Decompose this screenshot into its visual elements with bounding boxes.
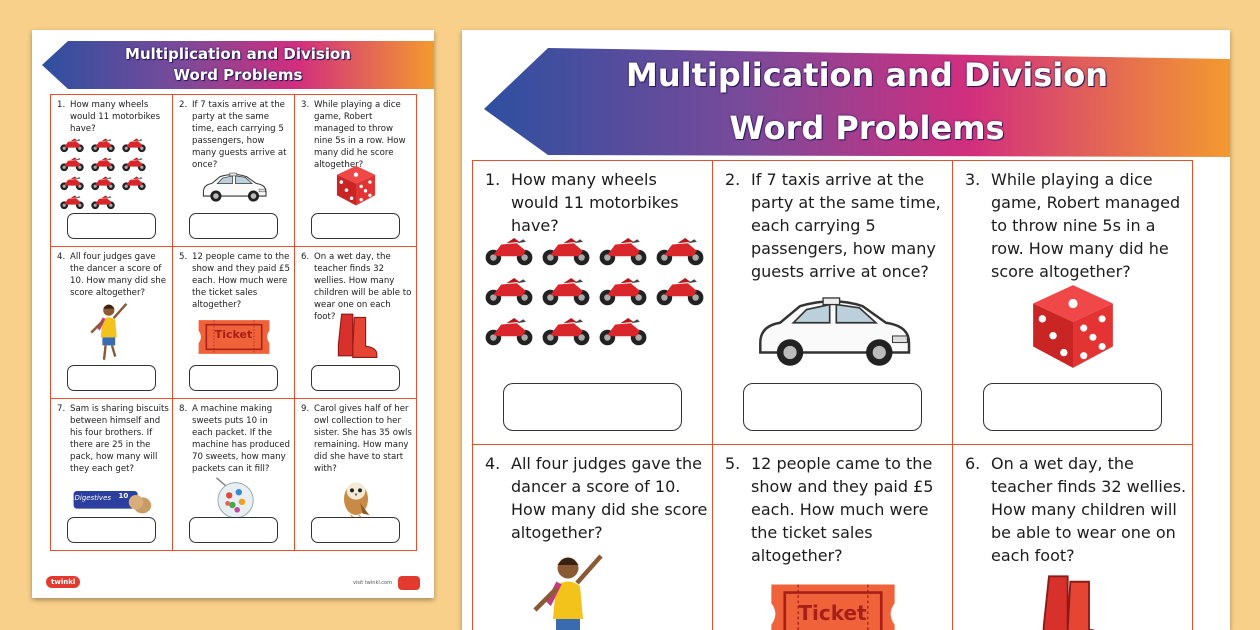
title-banner (42, 40, 434, 90)
motorbike-icon (597, 235, 649, 267)
page-title (484, 49, 1230, 155)
answer-box[interactable] (311, 517, 400, 543)
dice-picture (953, 279, 1192, 371)
biscuit-pack-number: 10 (118, 492, 129, 500)
answer-box[interactable] (67, 365, 156, 391)
answer-box[interactable] (189, 213, 278, 239)
answer-box[interactable] (189, 517, 278, 543)
ticket-label: Ticket (214, 328, 253, 341)
motorbike-icon (121, 156, 147, 172)
problem-cell-9 (295, 399, 417, 551)
dancer-girl-icon (529, 547, 619, 630)
title-line-1: Multiplication and Division (125, 45, 351, 63)
problem-text: All four judges gave the dancer a score of 10. How many did she score altogether? (511, 454, 708, 542)
problem-number: 5. (725, 454, 741, 473)
problem-number: 6. (965, 454, 981, 473)
wellies-icon (331, 311, 381, 359)
ticket-picture (713, 579, 952, 630)
motorbike-icon (540, 275, 592, 307)
motorbike-icon (59, 156, 85, 172)
problem-text: While playing a dice game, Robert managed to throw nine 5s in a row. How many did he score altogether? (991, 170, 1181, 281)
problem-number: 7. (57, 404, 66, 414)
answer-box[interactable] (189, 365, 278, 391)
wellies-picture (295, 311, 416, 359)
problem-cell-3 (295, 95, 417, 247)
worksheet-thumbnail (32, 30, 434, 598)
answer-box[interactable] (311, 213, 400, 239)
motorbike-icon (90, 156, 116, 172)
problem-number: 4. (485, 454, 501, 473)
motorbike-icon (90, 175, 116, 191)
answer-box[interactable] (503, 383, 682, 431)
problem-number: 5. (179, 252, 188, 262)
title-line-1: Multiplication and Division (626, 56, 1108, 94)
problem-cell-3 (953, 161, 1193, 445)
problem-text: 12 people came to the show and they paid £5 each. How much were the ticket sales altogether? (751, 454, 934, 565)
problem-text: Carol gives half of her owl collection to her sister. She has 35 owls remaining. How many did she have to start with? (314, 404, 412, 474)
owl-picture (295, 473, 416, 521)
motorbike-icon (90, 137, 116, 153)
ticket-label: Ticket (798, 601, 867, 625)
dancer-picture (473, 547, 712, 630)
problem-number: 6. (301, 252, 310, 262)
motorbike-icon (540, 315, 592, 347)
answer-box[interactable] (67, 213, 156, 239)
problem-text: On a wet day, the teacher finds 32 wellies. How many children will be able to wear one on each foot? (991, 454, 1187, 565)
motorbike-icon (597, 275, 649, 307)
motorbikes-picture (51, 137, 172, 210)
problem-number: 4. (57, 252, 66, 262)
answer-box[interactable] (311, 365, 400, 391)
dice-picture (295, 163, 416, 207)
problem-cell-6 (953, 445, 1193, 630)
title-banner-large (484, 47, 1230, 157)
problem-cell-5 (173, 247, 295, 399)
answer-box[interactable] (743, 383, 922, 431)
motorbike-icon (59, 194, 85, 210)
motorbike-icon (59, 137, 85, 153)
twinkl-logo: twinkl (46, 576, 80, 588)
title-line-2: Word Problems (173, 66, 303, 84)
ticket-icon (194, 317, 274, 357)
motorbikes-picture (473, 235, 712, 347)
ticket-icon (766, 579, 900, 630)
biscuits-picture (51, 483, 172, 515)
sweets-picture (173, 473, 294, 521)
taxi-picture (173, 171, 294, 203)
problem-number: 2. (179, 100, 188, 110)
owl-icon (336, 473, 376, 521)
motorbike-icon (59, 175, 85, 191)
problem-cell-6 (295, 247, 417, 399)
motorbike-icon (121, 175, 147, 191)
problem-number: 9. (301, 404, 310, 414)
footer-url: visit twinkl.com (352, 580, 392, 586)
wellies-icon (1032, 571, 1114, 630)
biscuit-pack-label: Digestives (74, 494, 112, 502)
problem-text: While playing a dice game, Robert managed to throw nine 5s in a row. How many did he score altogether? (314, 100, 406, 170)
problem-text: A machine making sweets puts 10 in each packet. If the machine has produced 70 sweets, how many packets can it fill? (192, 404, 291, 474)
problem-cell-2 (173, 95, 295, 247)
motorbike-icon (121, 137, 147, 153)
problem-cell-1 (473, 161, 713, 445)
motorbike-icon (654, 235, 706, 267)
dancer-picture (51, 299, 172, 363)
ticket-picture (173, 317, 294, 357)
problem-cell-4 (51, 247, 173, 399)
answer-box[interactable] (983, 383, 1162, 431)
taxi-car-icon (738, 293, 928, 369)
page-title (42, 44, 434, 86)
quality-badge-icon (398, 576, 420, 590)
answer-box[interactable] (67, 517, 156, 543)
dancer-girl-icon (88, 299, 136, 363)
problem-number: 1. (485, 170, 501, 189)
problem-number: 3. (301, 100, 310, 110)
problem-cell-1 (51, 95, 173, 247)
problem-text: If 7 taxis arrive at the party at the same time, each carrying 5 passengers, how many guests arrive at once? (192, 100, 287, 170)
problem-text: All four judges gave the dancer a score of 10. How many did she score altogether? (70, 252, 167, 298)
worksheet-zoomed (462, 30, 1230, 630)
problem-cell-2 (713, 161, 953, 445)
motorbike-icon (483, 315, 535, 347)
problem-number: 8. (179, 404, 188, 414)
motorbike-icon (540, 235, 592, 267)
problem-cell-4 (473, 445, 713, 630)
wellies-picture (953, 571, 1192, 630)
sweets-bag-icon (210, 473, 258, 521)
problem-text: 12 people came to the show and they paid £5 each. How much were the ticket sales altogether? (192, 252, 290, 310)
motorbike-icon (654, 275, 706, 307)
taxi-car-icon (199, 171, 269, 203)
dice-icon (334, 163, 378, 207)
problem-text: If 7 taxis arrive at the party at the same time, each carrying 5 passengers, how many guests arrive at once? (751, 170, 941, 281)
problem-text: How many wheels would 11 motorbikes have? (70, 100, 161, 134)
title-line-2: Word Problems (729, 109, 1005, 147)
problem-number: 2. (725, 170, 741, 189)
motorbike-icon (483, 275, 535, 307)
problem-grid (472, 160, 1193, 630)
biscuits-icon (69, 483, 155, 515)
dice-icon (1027, 279, 1119, 371)
problem-cell-5 (713, 445, 953, 630)
problem-cell-8 (173, 399, 295, 551)
problem-text: Sam is sharing biscuits between himself and his four brothers. If there are 25 in the pack, how many will they each get? (70, 404, 169, 474)
problem-grid (50, 94, 417, 551)
problem-text: On a wet day, the teacher finds 32 wellies. How many children will be able to wear one on each foot? (314, 252, 412, 322)
motorbike-icon (597, 315, 649, 347)
problem-cell-7 (51, 399, 173, 551)
problem-number: 1. (57, 100, 66, 110)
motorbike-icon (90, 194, 116, 210)
problem-number: 3. (965, 170, 981, 189)
taxi-picture (713, 293, 952, 369)
motorbike-icon (483, 235, 535, 267)
problem-text: How many wheels would 11 motorbikes have? (511, 170, 679, 235)
